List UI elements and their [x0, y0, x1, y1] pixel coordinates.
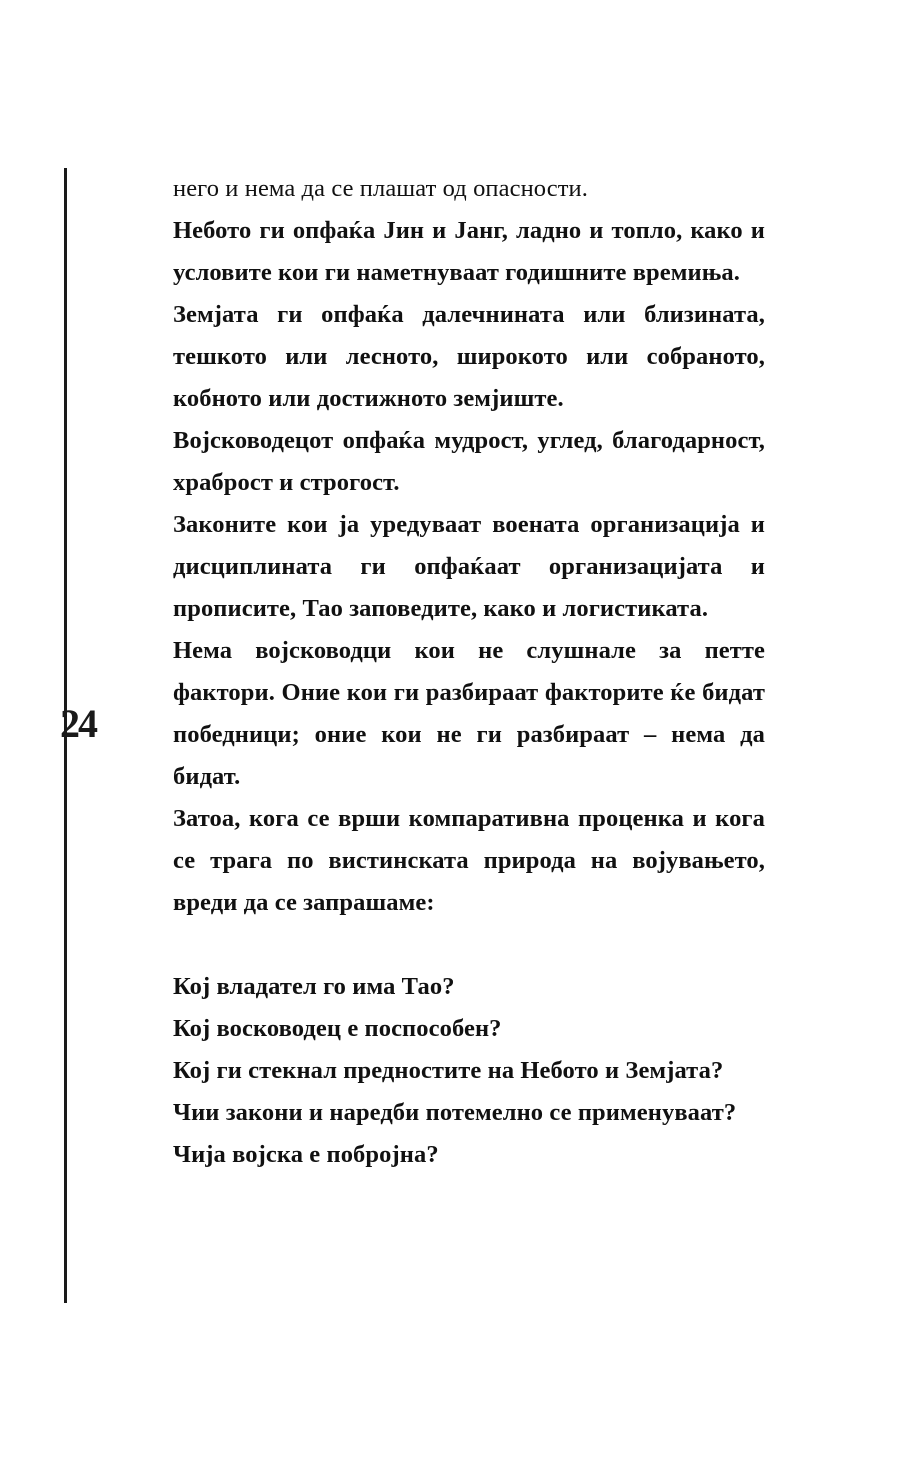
paragraph: него и нема да се плашат од опасности. [173, 175, 588, 202]
question-line: Кој восководец е поспособен? [173, 1015, 502, 1042]
paragraph: Земјата ги опфаќа далечнината или близината, тешкото или лесното, широкото или собраното, кобното или достижното земјиште. [173, 301, 765, 412]
paragraph: Војсководецот опфаќа мудрост, углед, благодарност, храброст и строгост. [173, 427, 765, 496]
question-line: Кој ги стекнал предностите на Небото и Земјата? [173, 1057, 724, 1084]
text-column [173, 168, 765, 1176]
question-line: Чија војска е поброjна? [173, 1141, 439, 1168]
page-number: 24 [60, 701, 96, 746]
paragraph: Затоа, кога се врши компаративна проценка и кога се трага по вистинската природа на војувањето, вреди да се запрашаме: [173, 805, 765, 916]
question-line: Кој владател го има Тао? [173, 973, 455, 1000]
question-line: Чии закони и наредби потемелно се применуваат? [173, 1099, 737, 1126]
paragraph: Нема војсководци кои не слушнале за петте фактори. Оние кои ги разбираат факторите ќе бидат победници; оние кои не ги разбираат – нема да бидат. [173, 637, 765, 790]
paragraph: Законите кои ја уредуваат воената организација и дисциплината ги опфаќаат организацијата и прописите, Тао заповедите, како и логистиката. [173, 511, 765, 622]
paragraph-spacer [173, 924, 765, 966]
paragraph: Небото ги опфаќа Јин и Јанг, ладно и топло, како и условите кои ги наметнуваат годишните времиња. [173, 217, 765, 286]
